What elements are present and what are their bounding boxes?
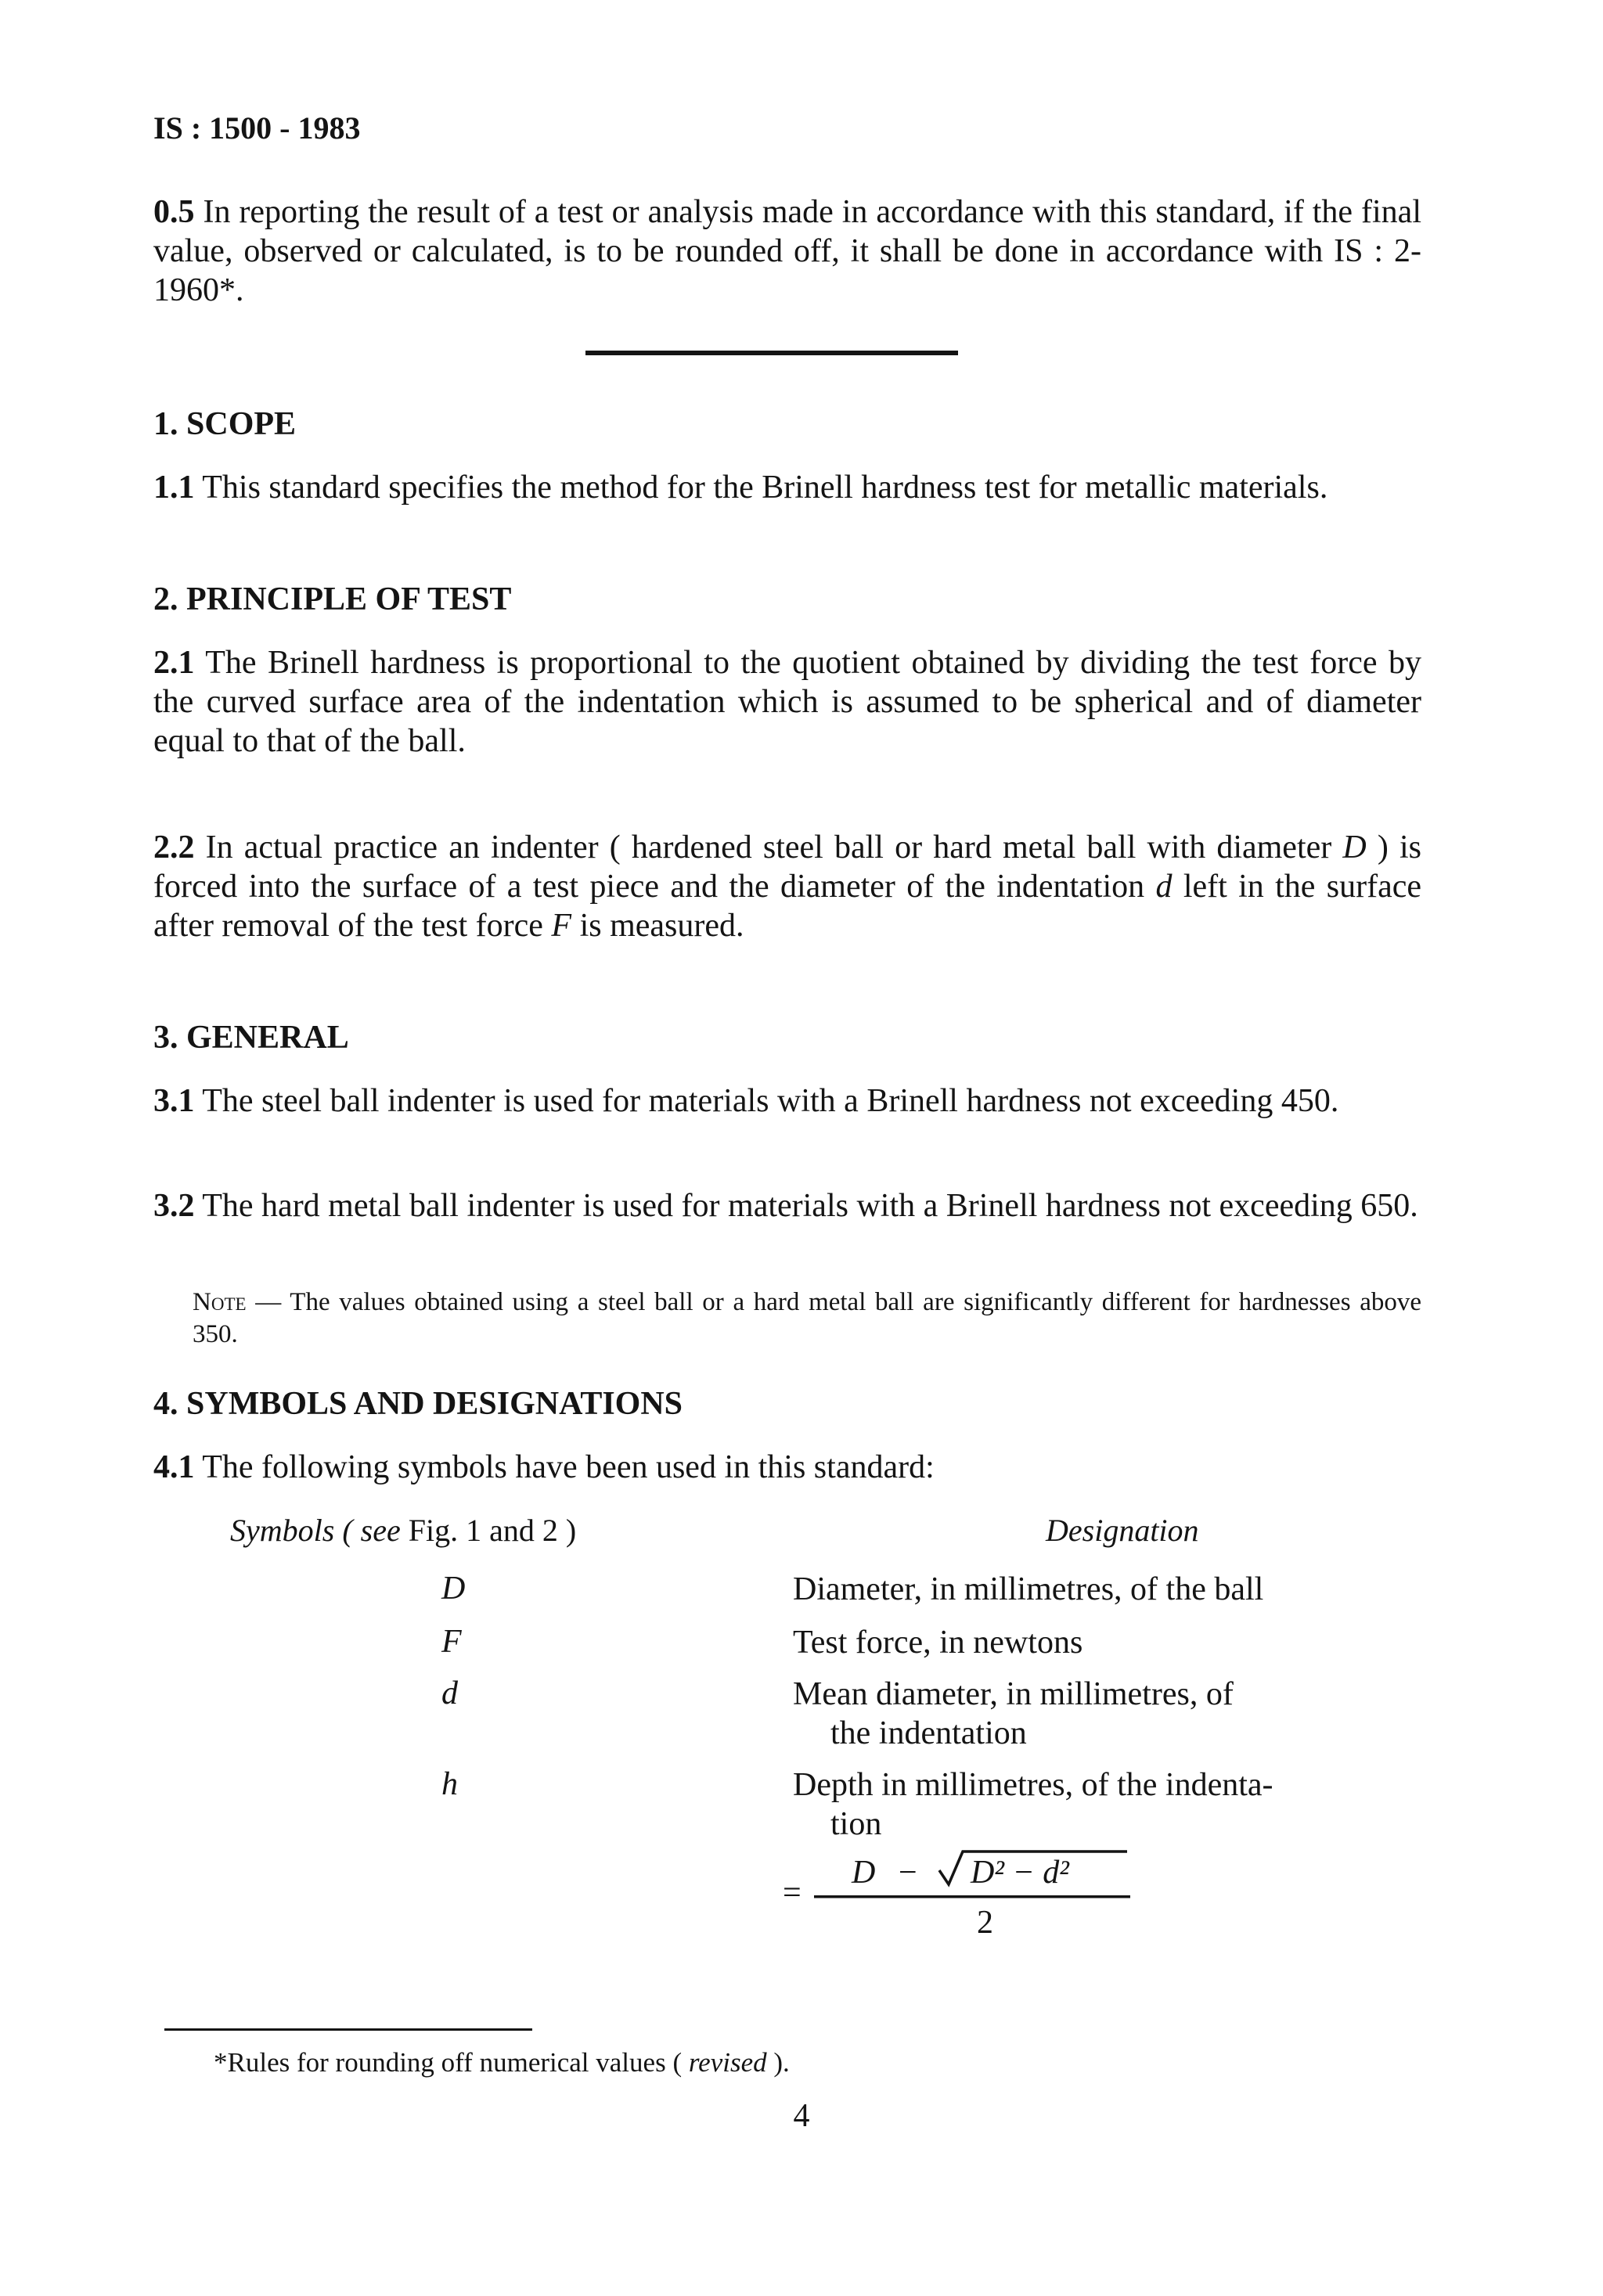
designation-text: Diameter, in millimetres, of the ball <box>793 1571 1264 1607</box>
symbol-F: F <box>551 908 572 944</box>
column-header-fig: Fig. 1 and 2 ) <box>408 1513 577 1548</box>
footnote-text: *Rules for rounding off numerical values ( <box>214 2047 683 2078</box>
clause-text: left in the surface after removal of the test force <box>153 869 1422 944</box>
clause-text: The Brinell hardness is proportional to the quotient obtained by dividing the test force by the curved surface area of the indentation which is assumed to be spherical and of diameter equal to that of the ball. <box>153 645 1421 759</box>
note-label: Note <box>193 1288 247 1316</box>
section-heading-principle: 2. PRINCIPLE OF TEST <box>153 581 512 617</box>
footnote-rule <box>164 2028 532 2031</box>
symbol-row-F: F <box>441 1624 462 1660</box>
designation-row-d <box>793 1675 1421 1753</box>
column-header-see: see <box>360 1513 401 1548</box>
section-heading-general: 3. GENERAL <box>153 1020 349 1056</box>
note-text: — The values obtained using a steel ball or a hard metal ball are significantly different for hardnesses above 350. <box>193 1288 1421 1348</box>
designation-text: Test force, in newtons <box>793 1625 1083 1661</box>
formula-denominator: 2 <box>977 1905 993 1941</box>
formula-equals: = <box>783 1875 802 1911</box>
clause-number: 1.1 <box>153 470 195 506</box>
designation-text: Mean diameter, in millimetres, of <box>793 1676 1234 1712</box>
clause-number: 2.2 <box>153 830 195 865</box>
formula-minus: − <box>899 1855 917 1891</box>
symbol-row-d: d <box>441 1675 458 1711</box>
formula-radicand: D² − d² <box>971 1855 1069 1891</box>
paragraph-2-1 <box>153 643 1421 761</box>
footnote-revised: revised <box>688 2047 767 2078</box>
designation-continuation: the indentation <box>830 1715 1027 1751</box>
clause-text: In actual practice an indenter ( hardened steel ball or hard metal ball with diameter <box>205 830 1332 865</box>
clause-number: 3.2 <box>153 1188 195 1224</box>
designation-continuation: tion <box>830 1806 882 1842</box>
column-header-text: Symbols ( <box>230 1513 353 1548</box>
symbol-D: D <box>1342 830 1367 865</box>
designation-column-header: Designation <box>1046 1513 1199 1548</box>
clause-text: ) is forced into the surface of a test piece and the diameter of the indentation <box>153 830 1422 905</box>
designation-row-h <box>793 1765 1421 1844</box>
symbol-row-h: h <box>441 1766 458 1802</box>
clause-text: The following symbols have been used in this standard: <box>202 1449 935 1485</box>
paragraph-4-1 <box>153 1448 1421 1487</box>
paragraph-3-2 <box>153 1186 1421 1225</box>
formula-numerator-D: D <box>852 1855 876 1891</box>
designation-row-F <box>793 1623 1421 1662</box>
section-heading-scope: 1. SCOPE <box>153 406 297 442</box>
clause-number: 2.1 <box>153 645 195 681</box>
clause-number: 0.5 <box>153 194 195 230</box>
footnote-text-end: ). <box>773 2047 790 2078</box>
clause-text: In reporting the result of a test or analysis made in accordance with this standard, if the final value, observed or calculated, is to be rounded off, it shall be done in accordance with IS : 2-1960*. <box>153 194 1421 308</box>
page-number: 4 <box>793 2098 810 2134</box>
paragraph-0-5 <box>153 193 1421 310</box>
note <box>193 1287 1421 1351</box>
clause-text: This standard specifies the method for the Brinell hardness test for metallic materials. <box>202 470 1328 506</box>
paragraph-2-2 <box>153 828 1421 945</box>
paragraph-1-1 <box>153 468 1421 507</box>
clause-text: is measured. <box>579 908 744 944</box>
footnote <box>214 2047 790 2078</box>
fraction-bar <box>814 1895 1130 1898</box>
designation-row-D <box>793 1570 1421 1609</box>
paragraph-3-1 <box>153 1081 1421 1121</box>
clause-text: The hard metal ball indenter is used for materials with a Brinell hardness not exceeding 650. <box>202 1188 1418 1224</box>
symbol-d: d <box>1155 869 1173 905</box>
clause-text: The steel ball indenter is used for materials with a Brinell hardness not exceeding 450. <box>202 1083 1339 1119</box>
symbol-row-D: D <box>441 1571 466 1607</box>
section-heading-symbols: 4. SYMBOLS AND DESIGNATIONS <box>153 1386 683 1422</box>
designation-text: Depth in millimetres, of the indenta- <box>793 1767 1273 1803</box>
depth-formula <box>783 1847 1151 1941</box>
section-divider <box>585 351 958 355</box>
symbols-column-header <box>230 1512 576 1549</box>
clause-number: 4.1 <box>153 1449 195 1485</box>
clause-number: 3.1 <box>153 1083 195 1119</box>
standard-id: IS : 1500 - 1983 <box>153 110 361 146</box>
